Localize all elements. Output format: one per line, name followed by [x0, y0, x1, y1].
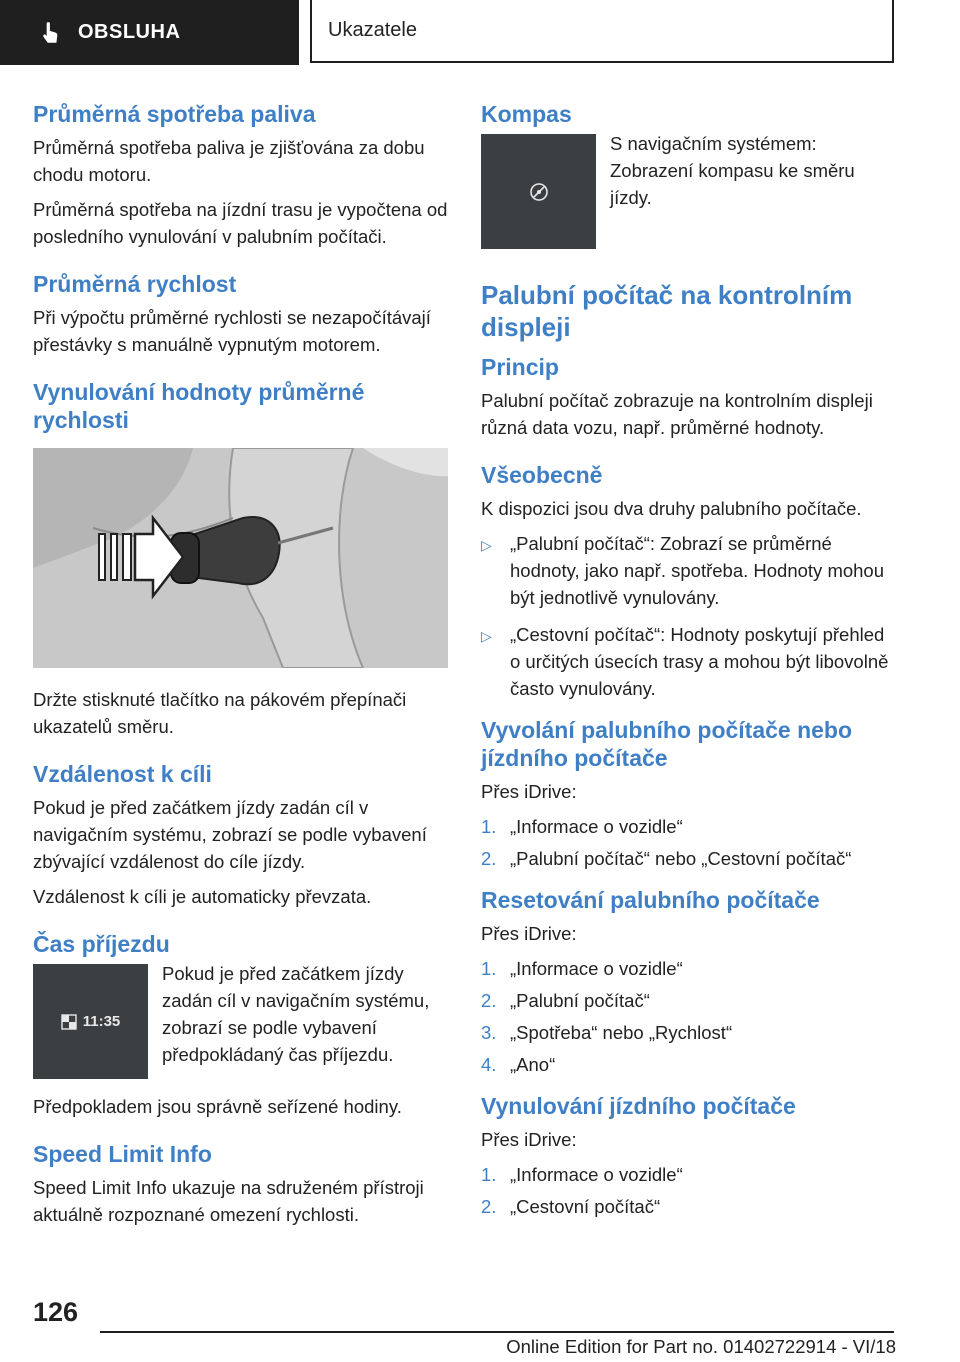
heading-avg-fuel: Průměrná spotřeba paliva	[33, 101, 316, 127]
step-number: 1.	[481, 1164, 497, 1185]
lever-diagram	[33, 448, 448, 668]
paragraph: Při výpočtu průměrné rychlosti se nezapočítávají přestávky s manuálně vypnutým motorem.	[33, 307, 431, 355]
heading-arrival: Čas příjezdu	[33, 931, 170, 957]
section-reset-computer	[481, 886, 899, 1078]
list-item-text: „Palubní počítač“: Zobrazí se průměrné hodnoty, jako např. spotřeba. Hodnoty mohou být jednotlivě vynulovány.	[510, 533, 885, 608]
list-item	[481, 621, 899, 702]
heading-compass: Kompas	[481, 101, 572, 127]
section-general	[481, 461, 899, 702]
step-number: 2.	[481, 990, 497, 1011]
compass-icon	[528, 181, 550, 203]
step-text: „Ano“	[510, 1054, 556, 1075]
bullet-list	[481, 530, 899, 702]
step-item	[481, 845, 899, 872]
step-item	[481, 1193, 899, 1220]
section-reset-trip	[481, 1092, 899, 1220]
step-item	[481, 955, 899, 982]
arrival-row	[33, 964, 448, 1079]
step-item	[481, 813, 899, 840]
heading-reset-computer: Resetování palubního počítače	[481, 887, 820, 913]
step-number: 1.	[481, 958, 497, 979]
chapter-title: Ukazatele	[328, 19, 417, 41]
list-item-text: „Cestovní počítač“: Hodnoty poskytují přehled o určitých úsecích trasy a mohou být libovolně často vynulovány.	[510, 624, 889, 699]
section-arrival	[33, 930, 448, 1120]
step-item	[481, 1051, 899, 1078]
turn-signal-lever-illustration	[33, 448, 448, 668]
section-reset-speed	[33, 378, 448, 740]
paragraph: Palubní počítač zobrazuje na kontrolním displeji různá data vozu, např. průměrné hodnoty.	[481, 390, 873, 438]
step-text: „Cestovní počítač“	[510, 1196, 661, 1217]
step-text: „Informace o vozidle“	[510, 816, 683, 837]
step-item	[481, 1161, 899, 1188]
step-text: „Palubní počítač“ nebo „Cestovní počítač“	[510, 848, 852, 869]
paragraph: Pokud je před začátkem jízdy zadán cíl v navigačním systému, zobrazí se podle vybavení předpokládaný čas příjezdu.	[162, 963, 430, 1065]
arrival-time-text: 11:35	[82, 1013, 121, 1030]
page-number: 126	[33, 1297, 79, 1327]
compass-row	[481, 134, 899, 249]
paragraph: Přes iDrive:	[481, 1129, 577, 1150]
paragraph: Průměrná spotřeba paliva je zjišťována za dobu chodu motoru.	[33, 137, 425, 185]
paragraph: Speed Limit Info ukazuje na sdruženém přístroji aktuálně rozpoznané omezení rychlosti.	[33, 1177, 424, 1225]
paragraph: Přes iDrive:	[481, 781, 577, 802]
heading-general: Všeobecně	[481, 462, 603, 488]
heading-reset-trip: Vynulování jízdního počítače	[481, 1093, 796, 1119]
paragraph: Vzdálenost k cíli je automaticky převzata.	[33, 886, 372, 907]
left-column	[33, 100, 448, 1248]
heading-open-computer: Vyvolání palubního počítače nebo jízdního počítače	[481, 717, 853, 771]
compass-display	[481, 134, 596, 249]
step-list	[481, 955, 899, 1078]
section-open-computer	[481, 716, 899, 872]
step-text: „Informace o vozidle“	[510, 1164, 683, 1185]
arrival-time-display	[33, 964, 148, 1079]
list-item	[481, 530, 899, 611]
step-item	[481, 987, 899, 1014]
section-compass	[481, 100, 899, 249]
section-computer	[481, 279, 899, 343]
heading-distance: Vzdálenost k cíli	[33, 761, 212, 787]
paragraph: Přes iDrive:	[481, 923, 577, 944]
heading-speed-limit: Speed Limit Info	[33, 1141, 212, 1167]
step-number: 2.	[481, 1196, 497, 1217]
edition-note: Online Edition for Part no. 01402722914 - VI/18	[506, 1336, 896, 1357]
paragraph: S navigačním systémem: Zobrazení kompasu ke směru jízdy.	[610, 133, 855, 208]
heading-computer: Palubní počítač na kontrolním displeji	[481, 280, 853, 342]
step-number: 1.	[481, 816, 497, 837]
step-number: 4.	[481, 1054, 497, 1075]
section-distance	[33, 760, 448, 910]
footer-divider	[100, 1331, 894, 1333]
step-list	[481, 813, 899, 872]
triangle-bullet-icon: ▷	[481, 537, 492, 553]
figure-caption: Držte stisknuté tlačítko na pákovém přepínači ukazatelů směru.	[33, 689, 407, 737]
paragraph: K dispozici jsou dva druhy palubního počítače.	[481, 498, 862, 519]
section-label: OBSLUHA	[78, 21, 181, 43]
step-number: 2.	[481, 848, 497, 869]
section-principle	[481, 353, 899, 441]
hand-icon	[38, 20, 64, 46]
paragraph: Průměrná spotřeba na jízdní trasu je vypočtena od posledního vynulování v palubním počítači.	[33, 199, 448, 247]
section-avg-speed	[33, 270, 448, 358]
right-column	[481, 100, 899, 1240]
section-avg-fuel	[33, 100, 448, 250]
step-list	[481, 1161, 899, 1220]
section-tab	[0, 0, 299, 65]
step-item	[481, 1019, 899, 1046]
step-text: „Palubní počítač“	[510, 990, 650, 1011]
heading-reset-speed: Vynulování hodnoty průměrné rychlosti	[33, 379, 365, 433]
step-text: „Informace o vozidle“	[510, 958, 683, 979]
step-text: „Spotřeba“ nebo „Rychlost“	[510, 1022, 733, 1043]
paragraph: Pokud je před začátkem jízdy zadán cíl v navigačním systému, zobrazí se podle vybavení zbývající vzdálenost do cíle jízdy.	[33, 797, 427, 872]
step-number: 3.	[481, 1022, 497, 1043]
triangle-bullet-icon: ▷	[481, 628, 492, 644]
heading-avg-speed: Průměrná rychlost	[33, 271, 237, 297]
heading-principle: Princip	[481, 354, 559, 380]
section-speed-limit	[33, 1140, 448, 1228]
chapter-tab	[310, 0, 894, 63]
flag-icon	[61, 1014, 77, 1030]
paragraph: Předpokladem jsou správně seřízené hodiny.	[33, 1096, 402, 1117]
